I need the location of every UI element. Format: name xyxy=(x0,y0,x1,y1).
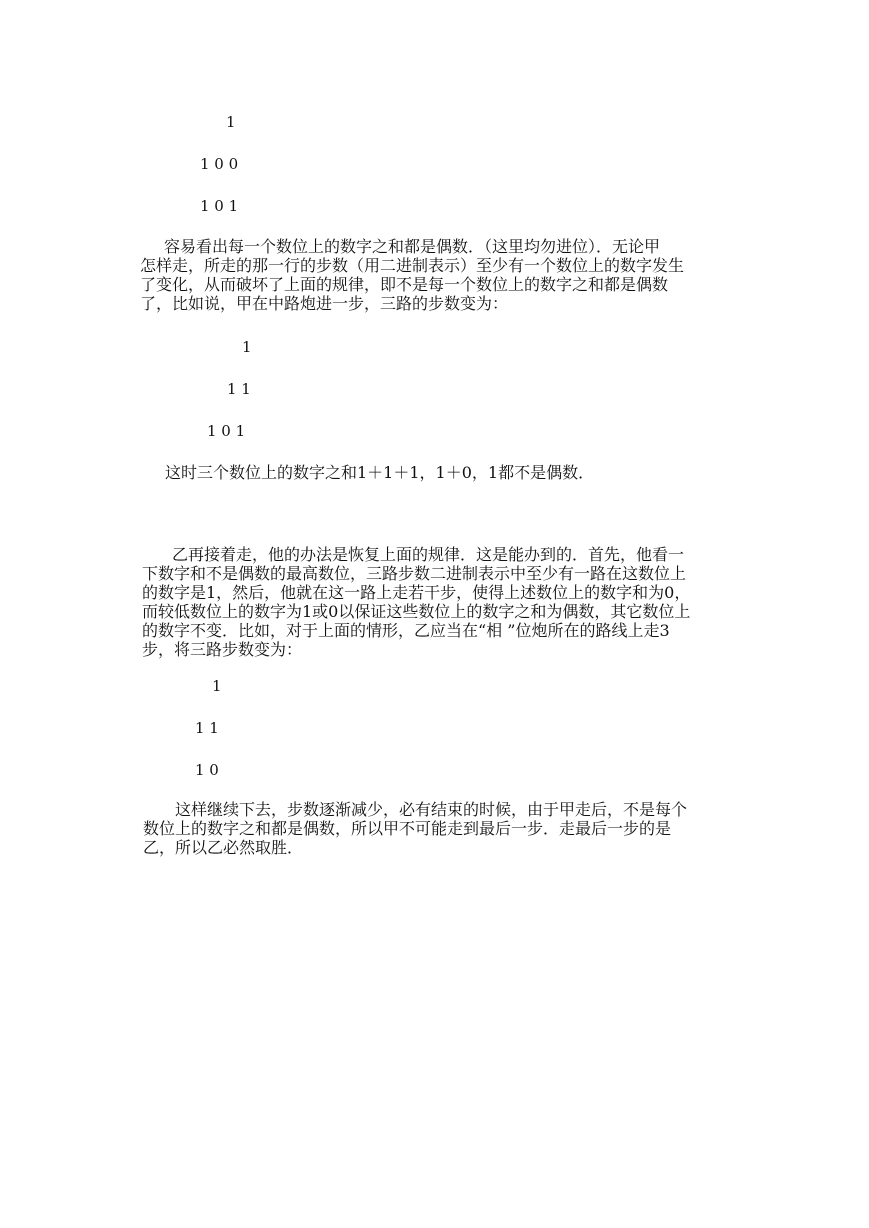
binary-row: 1 1 xyxy=(195,719,219,737)
binary-row: 1 xyxy=(242,338,252,356)
text-line: 了，比如说，甲在中路炮进一步，三路的步数变为： xyxy=(140,294,509,313)
binary-row: 1 0 0 xyxy=(200,155,239,173)
text-line: 了变化，从而破坏了上面的规律，即不是每一个数位上的数字之和都是偶数 xyxy=(140,275,669,294)
paragraph-3 xyxy=(142,545,752,659)
paragraph-4 xyxy=(143,800,753,857)
paragraph-1 xyxy=(140,237,750,313)
text-line: 步，将三路步数变为： xyxy=(142,640,303,659)
binary-row: 1 0 xyxy=(195,761,219,779)
text-line: 怎样走，所走的那一行的步数（用二进制表示）至少有一个数位上的数字发生 xyxy=(140,256,685,275)
text-line: 的数字是1，然后，他就在这一路上走若干步，使得上述数位上的数字和为0， xyxy=(142,583,691,602)
text-line: 这样继续下去，步数逐渐减少，必有结束的时候，由于甲走后，不是每个 xyxy=(175,800,688,819)
text-line: 乙，所以乙必然取胜． xyxy=(143,838,304,857)
text-line: 下数字和不是偶数的最高数位，三路步数二进制表示中至少有一路在这数位上 xyxy=(142,564,687,583)
binary-row: 1 xyxy=(226,113,236,131)
text-line: 而较低数位上的数字为1或0以保证这些数位上的数字之和为偶数，其它数位上 xyxy=(142,602,691,621)
binary-row: 1 0 1 xyxy=(200,197,239,215)
text-line: 乙再接着走，他的办法是恢复上面的规律．这是能办到的．首先，他看一 xyxy=(172,545,685,564)
text-line: 的数字不变．比如，对于上面的情形，乙应当在“相 ”位炮所在的路线上走3 xyxy=(142,621,670,640)
binary-row: 1 1 xyxy=(227,380,251,398)
binary-row: 1 0 1 xyxy=(207,422,246,440)
paragraph-2 xyxy=(165,463,775,482)
text-line: 容易看出每一个数位上的数字之和都是偶数．（这里均勿进位）．无论甲 xyxy=(164,237,661,256)
binary-row: 1 xyxy=(212,677,222,695)
text-line: 这时三个数位上的数字之和1＋1＋1，1＋0，1都不是偶数． xyxy=(165,463,595,482)
text-line: 数位上的数字之和都是偶数，所以甲不可能走到最后一步．走最后一步的是 xyxy=(143,819,672,838)
